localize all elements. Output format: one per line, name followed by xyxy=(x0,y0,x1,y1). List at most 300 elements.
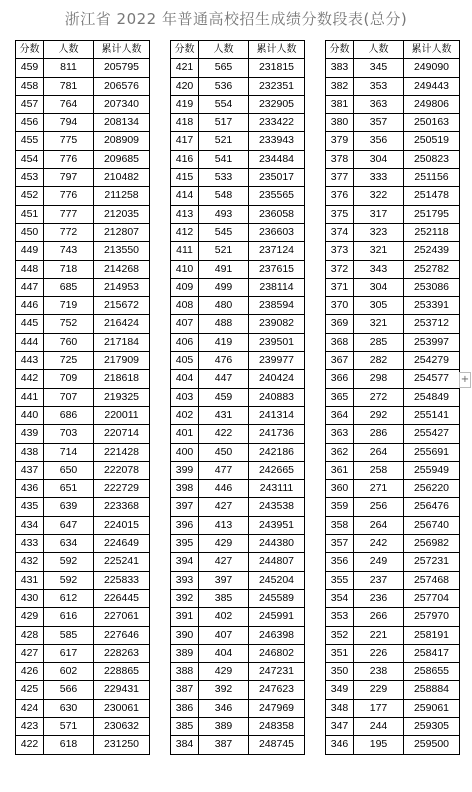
count-cell: 357 xyxy=(354,114,404,132)
count-cell: 714 xyxy=(44,443,94,461)
score-cell: 400 xyxy=(171,443,199,461)
score-cell: 395 xyxy=(171,535,199,553)
cumulative-cell: 226445 xyxy=(94,589,150,607)
table-row xyxy=(326,187,460,205)
count-cell: 446 xyxy=(199,480,249,498)
count-cell: 256 xyxy=(354,498,404,516)
table-row xyxy=(16,589,150,607)
table-row xyxy=(326,480,460,498)
table-header xyxy=(171,41,305,59)
cumulative-cell: 252118 xyxy=(404,223,460,241)
count-cell: 387 xyxy=(199,736,249,754)
count-cell: 491 xyxy=(199,260,249,278)
cumulative-cell: 232905 xyxy=(249,95,305,113)
cumulative-cell: 222078 xyxy=(94,461,150,479)
table-row xyxy=(16,553,150,571)
count-cell: 363 xyxy=(354,95,404,113)
score-cell: 434 xyxy=(16,516,44,534)
cumulative-cell: 247231 xyxy=(249,663,305,681)
count-cell: 286 xyxy=(354,425,404,443)
table-row xyxy=(171,95,305,113)
cumulative-cell: 249090 xyxy=(404,59,460,77)
table-row xyxy=(171,498,305,516)
cumulative-cell: 238114 xyxy=(249,278,305,296)
cumulative-cell: 256476 xyxy=(404,498,460,516)
cumulative-cell: 217184 xyxy=(94,333,150,351)
count-cell: 533 xyxy=(199,169,249,187)
score-cell: 372 xyxy=(326,260,354,278)
score-cell: 401 xyxy=(171,425,199,443)
score-cell: 457 xyxy=(16,95,44,113)
cumulative-cell: 253997 xyxy=(404,333,460,351)
score-cell: 439 xyxy=(16,425,44,443)
count-cell: 264 xyxy=(354,443,404,461)
score-cell: 407 xyxy=(171,315,199,333)
cumulative-cell: 216424 xyxy=(94,315,150,333)
table-row xyxy=(16,736,150,754)
score-cell: 364 xyxy=(326,406,354,424)
table-row xyxy=(16,187,150,205)
count-cell: 271 xyxy=(354,480,404,498)
header-score: 分数 xyxy=(171,41,199,59)
cumulative-cell: 225241 xyxy=(94,553,150,571)
score-table-2 xyxy=(170,40,305,755)
count-cell: 521 xyxy=(199,242,249,260)
count-cell: 304 xyxy=(354,150,404,168)
table-row xyxy=(171,717,305,735)
count-cell: 427 xyxy=(199,553,249,571)
table-row xyxy=(16,205,150,223)
table-row xyxy=(16,333,150,351)
score-cell: 404 xyxy=(171,370,199,388)
cumulative-cell: 209685 xyxy=(94,150,150,168)
score-cell: 356 xyxy=(326,553,354,571)
table-row xyxy=(16,169,150,187)
score-cell: 410 xyxy=(171,260,199,278)
header-score: 分数 xyxy=(16,41,44,59)
score-cell: 444 xyxy=(16,333,44,351)
score-cell: 377 xyxy=(326,169,354,187)
table-row xyxy=(326,626,460,644)
cumulative-cell: 245589 xyxy=(249,589,305,607)
cumulative-cell: 253391 xyxy=(404,297,460,315)
score-cell: 428 xyxy=(16,626,44,644)
count-cell: 651 xyxy=(44,480,94,498)
table-row xyxy=(171,223,305,241)
score-cell: 365 xyxy=(326,388,354,406)
count-cell: 777 xyxy=(44,205,94,223)
cumulative-cell: 240883 xyxy=(249,388,305,406)
table-row xyxy=(16,480,150,498)
table-row xyxy=(171,370,305,388)
count-cell: 285 xyxy=(354,333,404,351)
score-cell: 456 xyxy=(16,114,44,132)
count-cell: 321 xyxy=(354,242,404,260)
count-cell: 630 xyxy=(44,699,94,717)
cumulative-cell: 253086 xyxy=(404,278,460,296)
table-row xyxy=(326,278,460,296)
score-cell: 430 xyxy=(16,589,44,607)
count-cell: 429 xyxy=(199,535,249,553)
score-cell: 449 xyxy=(16,242,44,260)
score-cell: 398 xyxy=(171,480,199,498)
count-cell: 226 xyxy=(354,644,404,662)
score-cell: 409 xyxy=(171,278,199,296)
count-cell: 389 xyxy=(199,717,249,735)
score-cell: 453 xyxy=(16,169,44,187)
table-row xyxy=(326,223,460,241)
table-row xyxy=(16,59,150,77)
score-cell: 426 xyxy=(16,663,44,681)
cumulative-cell: 248745 xyxy=(249,736,305,754)
cumulative-cell: 250823 xyxy=(404,150,460,168)
table-row xyxy=(326,681,460,699)
score-cell: 393 xyxy=(171,571,199,589)
table-row xyxy=(326,77,460,95)
count-cell: 304 xyxy=(354,278,404,296)
cumulative-cell: 243111 xyxy=(249,480,305,498)
cumulative-cell: 214953 xyxy=(94,278,150,296)
table-row xyxy=(171,388,305,406)
table-row xyxy=(171,480,305,498)
table-row xyxy=(171,443,305,461)
count-cell: 397 xyxy=(199,571,249,589)
table-row xyxy=(326,352,460,370)
cumulative-cell: 237615 xyxy=(249,260,305,278)
score-cell: 446 xyxy=(16,297,44,315)
cumulative-cell: 227061 xyxy=(94,608,150,626)
count-cell: 429 xyxy=(199,663,249,681)
table-row xyxy=(171,425,305,443)
score-cell: 425 xyxy=(16,681,44,699)
score-cell: 424 xyxy=(16,699,44,717)
cumulative-cell: 250519 xyxy=(404,132,460,150)
count-cell: 521 xyxy=(199,132,249,150)
count-cell: 617 xyxy=(44,644,94,662)
table-row xyxy=(326,150,460,168)
count-cell: 272 xyxy=(354,388,404,406)
score-cell: 367 xyxy=(326,352,354,370)
score-cell: 447 xyxy=(16,278,44,296)
header-cumulative: 累计人数 xyxy=(94,41,150,59)
table-row xyxy=(326,699,460,717)
score-cell: 455 xyxy=(16,132,44,150)
score-cell: 422 xyxy=(16,736,44,754)
table-row xyxy=(326,608,460,626)
score-cell: 383 xyxy=(326,59,354,77)
header-score: 分数 xyxy=(326,41,354,59)
cumulative-cell: 234484 xyxy=(249,150,305,168)
count-cell: 298 xyxy=(354,370,404,388)
count-cell: 333 xyxy=(354,169,404,187)
count-cell: 321 xyxy=(354,315,404,333)
table-row xyxy=(16,352,150,370)
count-cell: 404 xyxy=(199,644,249,662)
cumulative-cell: 207340 xyxy=(94,95,150,113)
table-row xyxy=(326,571,460,589)
count-cell: 266 xyxy=(354,608,404,626)
count-cell: 488 xyxy=(199,315,249,333)
count-cell: 195 xyxy=(354,736,404,754)
cumulative-cell: 249443 xyxy=(404,77,460,95)
cumulative-cell: 258417 xyxy=(404,644,460,662)
table-row xyxy=(16,132,150,150)
score-cell: 445 xyxy=(16,315,44,333)
cumulative-cell: 206576 xyxy=(94,77,150,95)
count-cell: 493 xyxy=(199,205,249,223)
table-row xyxy=(171,736,305,754)
score-cell: 433 xyxy=(16,535,44,553)
cumulative-cell: 225833 xyxy=(94,571,150,589)
score-cell: 371 xyxy=(326,278,354,296)
table-header xyxy=(16,41,150,59)
score-cell: 436 xyxy=(16,480,44,498)
score-cell: 348 xyxy=(326,699,354,717)
cumulative-cell: 255427 xyxy=(404,425,460,443)
table-row xyxy=(326,95,460,113)
count-cell: 236 xyxy=(354,589,404,607)
table-row xyxy=(16,297,150,315)
cumulative-cell: 245204 xyxy=(249,571,305,589)
score-cell: 415 xyxy=(171,169,199,187)
table-row xyxy=(16,425,150,443)
score-cell: 368 xyxy=(326,333,354,351)
cumulative-cell: 249806 xyxy=(404,95,460,113)
cumulative-cell: 205795 xyxy=(94,59,150,77)
cumulative-cell: 251478 xyxy=(404,187,460,205)
table-row xyxy=(16,278,150,296)
score-cell: 408 xyxy=(171,297,199,315)
table-row xyxy=(326,333,460,351)
score-cell: 429 xyxy=(16,608,44,626)
count-cell: 431 xyxy=(199,406,249,424)
count-cell: 752 xyxy=(44,315,94,333)
table-row xyxy=(171,278,305,296)
count-cell: 703 xyxy=(44,425,94,443)
table-header xyxy=(326,41,460,59)
cumulative-cell: 254279 xyxy=(404,352,460,370)
table-row xyxy=(16,699,150,717)
table-row xyxy=(171,333,305,351)
table-row xyxy=(326,315,460,333)
cumulative-cell: 224649 xyxy=(94,535,150,553)
count-cell: 545 xyxy=(199,223,249,241)
cumulative-cell: 236603 xyxy=(249,223,305,241)
cumulative-cell: 257970 xyxy=(404,608,460,626)
count-cell: 407 xyxy=(199,626,249,644)
table-row xyxy=(171,169,305,187)
table-row xyxy=(326,535,460,553)
table-row xyxy=(171,608,305,626)
table-row xyxy=(171,315,305,333)
count-cell: 229 xyxy=(354,681,404,699)
score-cell: 363 xyxy=(326,425,354,443)
cumulative-cell: 256982 xyxy=(404,535,460,553)
count-cell: 776 xyxy=(44,187,94,205)
count-cell: 450 xyxy=(199,443,249,461)
count-cell: 323 xyxy=(354,223,404,241)
cumulative-cell: 248358 xyxy=(249,717,305,735)
cumulative-cell: 233422 xyxy=(249,114,305,132)
table-row xyxy=(16,315,150,333)
count-cell: 305 xyxy=(354,297,404,315)
count-cell: 345 xyxy=(354,59,404,77)
table-row xyxy=(171,260,305,278)
score-cell: 442 xyxy=(16,370,44,388)
cumulative-cell: 233943 xyxy=(249,132,305,150)
count-cell: 719 xyxy=(44,297,94,315)
count-cell: 476 xyxy=(199,352,249,370)
table-row xyxy=(171,352,305,370)
score-table-1 xyxy=(15,40,150,755)
table-row xyxy=(326,114,460,132)
table-row xyxy=(326,406,460,424)
score-cell: 394 xyxy=(171,553,199,571)
cumulative-cell: 258884 xyxy=(404,681,460,699)
table-row xyxy=(326,205,460,223)
cumulative-cell: 245991 xyxy=(249,608,305,626)
score-cell: 373 xyxy=(326,242,354,260)
score-cell: 381 xyxy=(326,95,354,113)
table-row xyxy=(16,663,150,681)
cumulative-cell: 258655 xyxy=(404,663,460,681)
cumulative-cell: 211258 xyxy=(94,187,150,205)
cumulative-cell: 230061 xyxy=(94,699,150,717)
cumulative-cell: 252782 xyxy=(404,260,460,278)
score-cell: 380 xyxy=(326,114,354,132)
count-cell: 282 xyxy=(354,352,404,370)
table-row xyxy=(16,223,150,241)
count-cell: 517 xyxy=(199,114,249,132)
cumulative-cell: 242665 xyxy=(249,461,305,479)
cumulative-cell: 256220 xyxy=(404,480,460,498)
cumulative-cell: 223368 xyxy=(94,498,150,516)
count-cell: 618 xyxy=(44,736,94,754)
count-cell: 244 xyxy=(354,717,404,735)
cumulative-cell: 239501 xyxy=(249,333,305,351)
table-row xyxy=(16,77,150,95)
cumulative-cell: 244807 xyxy=(249,553,305,571)
score-cell: 361 xyxy=(326,461,354,479)
score-cell: 427 xyxy=(16,644,44,662)
table-row xyxy=(171,205,305,223)
cumulative-cell: 247623 xyxy=(249,681,305,699)
table-row xyxy=(171,553,305,571)
table-row xyxy=(326,736,460,754)
table-row xyxy=(326,644,460,662)
table-row xyxy=(171,681,305,699)
cumulative-cell: 231815 xyxy=(249,59,305,77)
table-row xyxy=(171,626,305,644)
score-cell: 458 xyxy=(16,77,44,95)
count-cell: 772 xyxy=(44,223,94,241)
cumulative-cell: 236058 xyxy=(249,205,305,223)
count-cell: 781 xyxy=(44,77,94,95)
score-cell: 399 xyxy=(171,461,199,479)
cumulative-cell: 251795 xyxy=(404,205,460,223)
cumulative-cell: 231250 xyxy=(94,736,150,754)
table-row xyxy=(16,114,150,132)
score-cell: 451 xyxy=(16,205,44,223)
cumulative-cell: 259500 xyxy=(404,736,460,754)
score-cell: 382 xyxy=(326,77,354,95)
cumulative-cell: 255691 xyxy=(404,443,460,461)
count-cell: 322 xyxy=(354,187,404,205)
score-table-3 xyxy=(325,40,460,755)
table-row xyxy=(16,644,150,662)
score-cell: 353 xyxy=(326,608,354,626)
table-row xyxy=(171,59,305,77)
cumulative-cell: 215672 xyxy=(94,297,150,315)
score-cell: 392 xyxy=(171,589,199,607)
cumulative-cell: 212035 xyxy=(94,205,150,223)
cumulative-cell: 255949 xyxy=(404,461,460,479)
score-cell: 396 xyxy=(171,516,199,534)
score-cell: 362 xyxy=(326,443,354,461)
table-row xyxy=(16,150,150,168)
count-cell: 686 xyxy=(44,406,94,424)
count-cell: 480 xyxy=(199,297,249,315)
score-cell: 355 xyxy=(326,571,354,589)
table-row xyxy=(326,717,460,735)
cumulative-cell: 252439 xyxy=(404,242,460,260)
score-cell: 350 xyxy=(326,663,354,681)
cumulative-cell: 255141 xyxy=(404,406,460,424)
cumulative-cell: 218618 xyxy=(94,370,150,388)
cumulative-cell: 258191 xyxy=(404,626,460,644)
score-cell: 386 xyxy=(171,699,199,717)
cumulative-cell: 241314 xyxy=(249,406,305,424)
cumulative-cell: 219325 xyxy=(94,388,150,406)
count-cell: 718 xyxy=(44,260,94,278)
table-row xyxy=(171,535,305,553)
table-row xyxy=(171,242,305,260)
table-row xyxy=(16,535,150,553)
cumulative-cell: 239977 xyxy=(249,352,305,370)
score-cell: 403 xyxy=(171,388,199,406)
cumulative-cell: 253712 xyxy=(404,315,460,333)
score-cell: 406 xyxy=(171,333,199,351)
count-cell: 776 xyxy=(44,150,94,168)
score-cell: 443 xyxy=(16,352,44,370)
score-cell: 369 xyxy=(326,315,354,333)
count-cell: 743 xyxy=(44,242,94,260)
score-cell: 405 xyxy=(171,352,199,370)
cumulative-cell: 238594 xyxy=(249,297,305,315)
table-row xyxy=(16,260,150,278)
count-cell: 602 xyxy=(44,663,94,681)
table-row xyxy=(326,132,460,150)
cumulative-cell: 208909 xyxy=(94,132,150,150)
table-row xyxy=(326,169,460,187)
table-row xyxy=(326,242,460,260)
cumulative-cell: 217909 xyxy=(94,352,150,370)
count-cell: 419 xyxy=(199,333,249,351)
score-cell: 414 xyxy=(171,187,199,205)
score-cell: 360 xyxy=(326,480,354,498)
score-cell: 452 xyxy=(16,187,44,205)
score-cell: 412 xyxy=(171,223,199,241)
cumulative-cell: 229431 xyxy=(94,681,150,699)
table-row xyxy=(16,461,150,479)
count-cell: 353 xyxy=(354,77,404,95)
score-cell: 351 xyxy=(326,644,354,662)
cumulative-cell: 210482 xyxy=(94,169,150,187)
add-row-handle[interactable]: + xyxy=(459,372,471,388)
count-cell: 346 xyxy=(199,699,249,717)
cumulative-cell: 250163 xyxy=(404,114,460,132)
score-cell: 459 xyxy=(16,59,44,77)
